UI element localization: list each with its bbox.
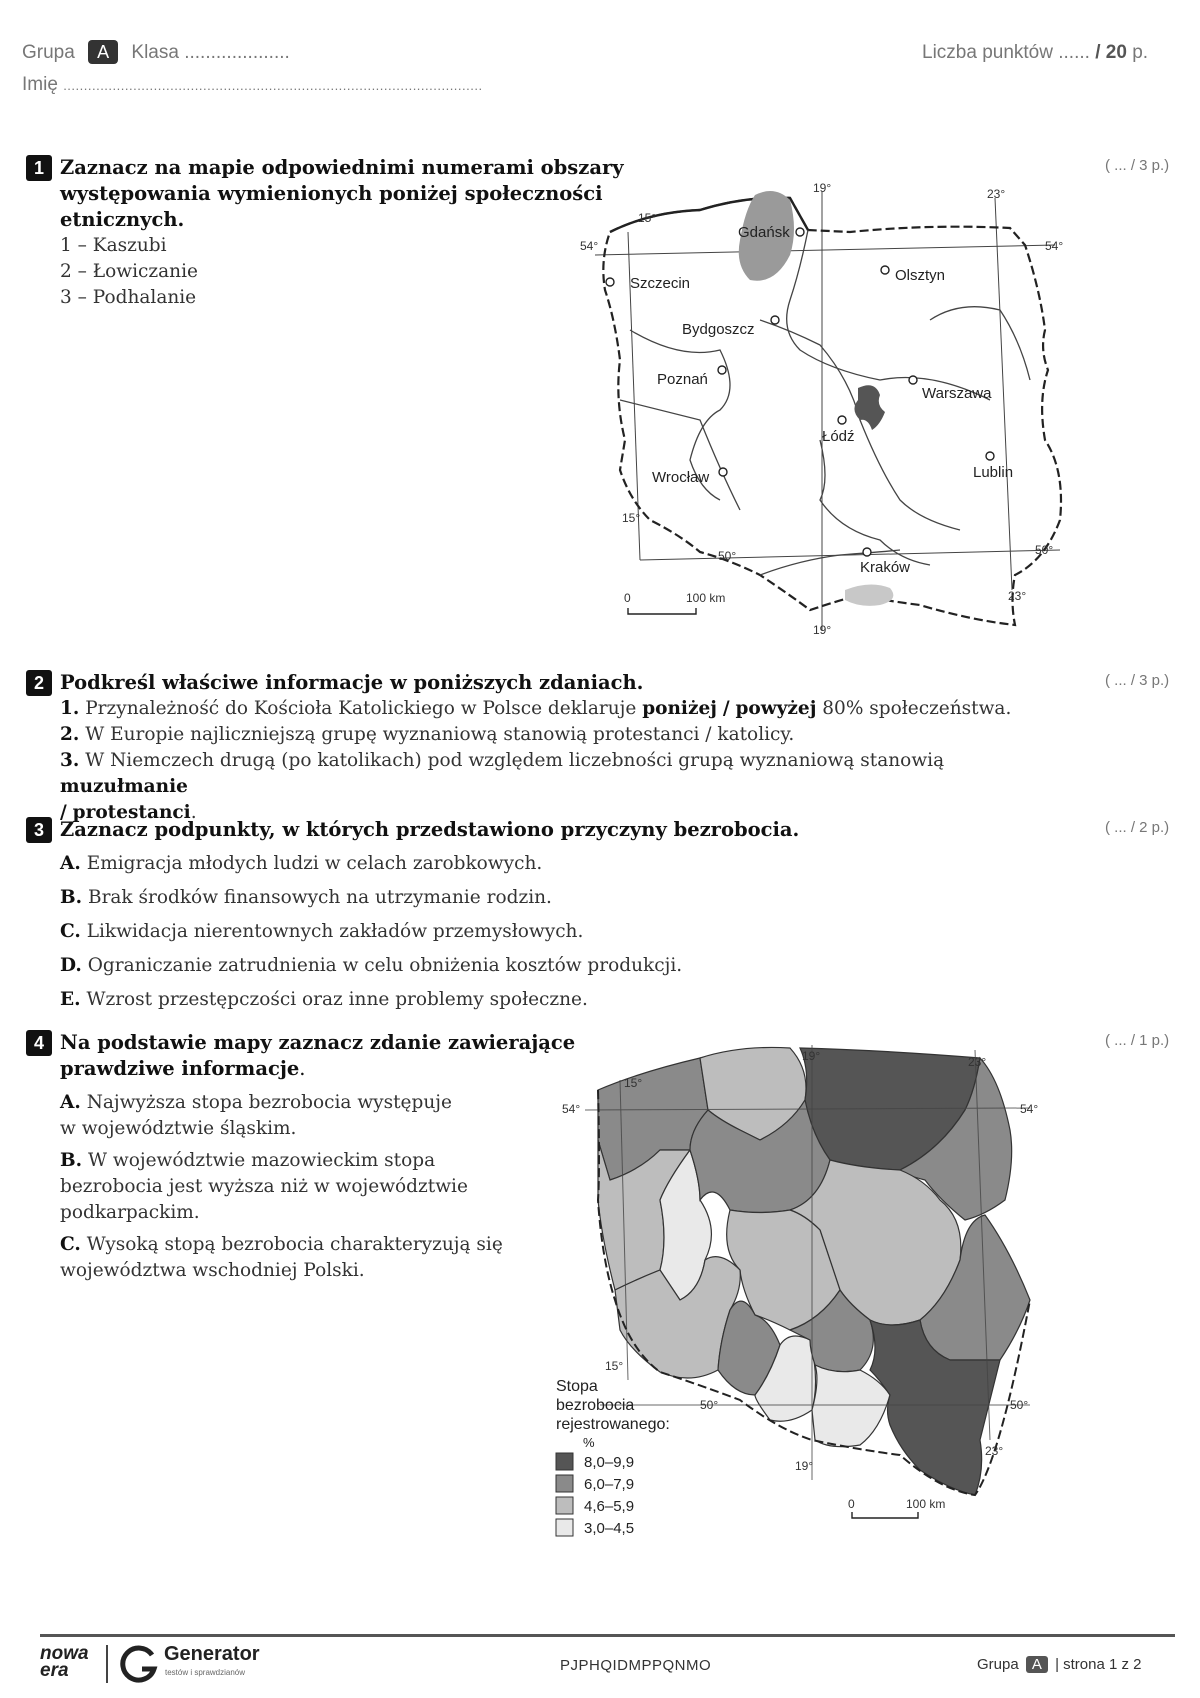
header-name-line (22, 74, 483, 96)
task-2-sentence-2[interactable]: 2. W Europie najliczniejszą grupę wyznaniową stanowią protestanci / katolicy. (60, 724, 795, 745)
coord-15-top: 15° (638, 211, 657, 225)
points-label: Liczba punktów (922, 42, 1053, 63)
task-3-option-e[interactable]: E. Wzrost przestępczości oraz inne problemy społeczne. (60, 989, 588, 1010)
coord-19-top-2: 19° (802, 1049, 821, 1063)
option-above[interactable]: powyżej (735, 698, 817, 719)
task-4-title-2: prawdziwe informacje. (60, 1057, 306, 1080)
footer-group-badge: A (1026, 1656, 1048, 1673)
option-protestants[interactable]: protestanci (72, 802, 191, 823)
coord-54-right: 54° (1045, 239, 1064, 253)
city-olsztyn: Olsztyn (895, 267, 946, 284)
task-1-item-3: 3 – Podhalanie (60, 287, 197, 308)
task-4-title-1: Na podstawie mapy zaznacz zdanie zawierające (60, 1031, 576, 1054)
task-4-points: ( ... / 1 p.) (1105, 1032, 1170, 1049)
task-2-points: ( ... / 3 p.) (1105, 672, 1170, 689)
coord-50-right-2: 50° (1010, 1398, 1029, 1412)
task-4-number: 4 (26, 1030, 52, 1056)
task-3-option-a[interactable]: A. Emigracja młodych ludzi w celach zarobkowych. (60, 853, 543, 874)
city-krakow: Kraków (860, 559, 911, 576)
ethnic-map[interactable] (570, 180, 1070, 640)
task-4-option-c[interactable]: C. Wysoką stopą bezrobocia charakteryzują się województwa wschodniej Polski. (60, 1234, 503, 1281)
city-dot-warszawa (909, 376, 917, 384)
legend-swatch-2 (556, 1475, 573, 1492)
scale-zero-2: 0 (848, 1497, 855, 1511)
task-3-option-b[interactable]: B. Brak środków finansowych na utrzymanie rodzin. (60, 887, 552, 908)
city-dot-gdansk (796, 228, 804, 236)
coord-19-bottom-2: 19° (795, 1459, 814, 1473)
header-group-line (22, 40, 290, 64)
footer-rule (40, 1634, 1175, 1637)
task-1-title-2: występowania wymienionych poniżej społeczności (60, 182, 603, 205)
test-code: PJPHQIDMPPQNMO (560, 1657, 712, 1674)
coord-54-left-2: 54° (562, 1102, 581, 1116)
task-3-number: 3 (26, 817, 52, 843)
city-dot-poznan (718, 366, 726, 374)
city-dot-lublin (986, 452, 994, 460)
coord-15-bottom: 15° (622, 511, 641, 525)
name-field[interactable]: ...................................................................................................... (63, 78, 483, 93)
task-4-option-b[interactable]: B. W województwie mazowieckim stopa bezrobocia jest wyższa niż w województwie podkarpackim. (60, 1150, 468, 1223)
footer-page-info (977, 1656, 1142, 1673)
coord-15-bottom-2: 15° (605, 1359, 624, 1373)
points-field[interactable]: ...... (1058, 42, 1090, 63)
city-poznan: Poznań (657, 371, 708, 388)
city-wroclaw: Wrocław (652, 469, 710, 486)
region-podhale (845, 584, 893, 605)
group-badge: A (88, 40, 118, 64)
option-below[interactable]: poniżej (642, 698, 717, 719)
logo-divider (106, 1645, 108, 1683)
generator-title: Generator (164, 1643, 260, 1665)
legend-label-3: 4,6–5,9 (584, 1498, 635, 1515)
unemployment-map[interactable] (545, 1030, 1065, 1550)
legend-swatch-3 (556, 1497, 573, 1514)
task-2-number: 2 (26, 670, 52, 696)
coord-50-left: 50° (718, 549, 737, 563)
coord-23-bottom-2: 23° (985, 1444, 1004, 1458)
name-label: Imię (22, 74, 58, 95)
class-field[interactable]: .................... (184, 42, 290, 63)
scale-zero: 0 (624, 591, 631, 605)
city-lublin: Lublin (973, 464, 1014, 481)
task-1-number: 1 (26, 155, 52, 181)
coord-23-bottom: 23° (1008, 589, 1027, 603)
footer-group-label: Grupa (977, 1656, 1019, 1673)
task-1-item-2: 2 – Łowiczanie (60, 261, 198, 282)
legend-label-4: 3,0–4,5 (584, 1520, 635, 1537)
generator-subtitle: testów i sprawdzianów (165, 1668, 246, 1677)
city-szczecin: Szczecin (630, 275, 691, 292)
task-3-option-d[interactable]: D. Ograniczanie zatrudnienia w celu obniżenia kosztów produkcji. (60, 955, 683, 976)
coord-15-top-2: 15° (624, 1076, 643, 1090)
task-2-title: Podkreśl właściwe informacje w poniższych zdaniach. (60, 671, 644, 694)
legend-title-3: rejestrowanego: (556, 1416, 670, 1433)
region-lowicz (854, 385, 885, 430)
group-label: Grupa (22, 42, 75, 63)
grid-54 (595, 245, 1055, 255)
coord-23-top: 23° (987, 187, 1006, 201)
scale-bar-2 (848, 1497, 945, 1518)
city-warszawa: Warszawa (922, 385, 992, 402)
poland-outline (603, 198, 1064, 625)
legend-swatch-1 (556, 1453, 573, 1470)
city-dot-lodz (838, 416, 846, 424)
city-bydgoszcz: Bydgoszcz (682, 321, 755, 338)
task-1-item-1: 1 – Kaszubi (60, 235, 167, 256)
generator-g-icon (120, 1645, 160, 1685)
points-summary (922, 42, 1148, 64)
coord-19-top: 19° (813, 181, 832, 195)
legend-unit: % (583, 1435, 595, 1450)
grid-50 (640, 550, 1060, 560)
city-dot-bydgoszcz (771, 316, 779, 324)
coord-50-right: 50° (1035, 543, 1054, 557)
coord-54-right-2: 54° (1020, 1102, 1039, 1116)
city-dot-szczecin (606, 278, 614, 286)
task-4-option-a[interactable]: A. Najwyższa stopa bezrobocia występuje w województwie śląskim. (60, 1092, 452, 1139)
class-label: Klasa (131, 42, 179, 63)
task-1-points: ( ... / 3 p.) (1105, 157, 1170, 174)
coord-23-top-2: 23° (968, 1055, 987, 1069)
legend-label-1: 8,0–9,9 (584, 1454, 635, 1471)
task-2-sentence-1: 1. Przynależność do Kościoła Katolickiego w Polsce deklaruje poniżej / powyżej 80% społeczeństwa. (60, 698, 1012, 719)
footer-page: | strona 1 z 2 (1055, 1656, 1142, 1673)
nowa-era-logo: nowa era (40, 1643, 89, 1681)
legend-swatch-4 (556, 1519, 573, 1536)
city-dot-krakow (863, 548, 871, 556)
coord-19-bottom: 19° (813, 623, 832, 637)
task-3-title: Zaznacz podpunkty, w których przedstawiono przyczyny bezrobocia. (60, 818, 800, 841)
city-dot-olsztyn (881, 266, 889, 274)
task-1-title-3: etnicznych. (60, 208, 185, 231)
legend (556, 1378, 670, 1537)
city-lodz: Łódź (822, 428, 855, 445)
scale-label: 100 km (686, 591, 726, 605)
city-gdansk: Gdańsk (738, 224, 790, 241)
city-dot-wroclaw (719, 468, 727, 476)
coord-54-left: 54° (580, 239, 599, 253)
option-muslims[interactable]: muzułmanie (60, 776, 188, 797)
coord-50-left-2: 50° (700, 1398, 719, 1412)
grid-23 (995, 198, 1012, 590)
legend-title-2: bezrobocia (556, 1397, 635, 1414)
legend-label-2: 6,0–7,9 (584, 1476, 635, 1493)
scale-bar-1 (624, 591, 725, 614)
task-1-title-1: Zaznacz na mapie odpowiednimi numerami obszary (60, 156, 624, 179)
task-3-points: ( ... / 2 p.) (1105, 819, 1170, 836)
scale-label-2: 100 km (906, 1497, 946, 1511)
points-total: / 20 (1095, 42, 1127, 63)
legend-title-1: Stopa (556, 1378, 598, 1395)
task-3-option-c[interactable]: C. Likwidacja nierentownych zakładów przemysłowych. (60, 921, 584, 942)
points-suffix: p. (1132, 42, 1149, 63)
task-2-sentence-3: 3. W Niemczech drugą (po katolikach) pod względem liczebności grupą wyznaniową stanowią muzułmanie / protestanci. (60, 750, 945, 823)
